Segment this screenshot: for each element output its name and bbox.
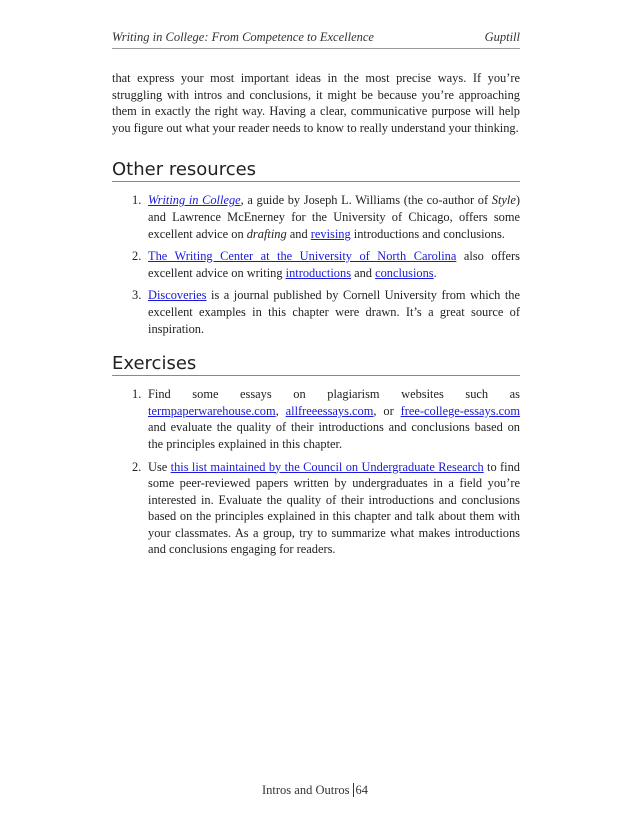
page-footer <box>0 783 630 798</box>
free-college-essays-link[interactable]: free-college-essays.com <box>400 403 520 418</box>
list-item: 3. Discoveries is a journal published by Cornell University from which the excellent examples in this chapter were drawn. It’s a great source of inspiration. <box>132 288 520 336</box>
allfreeessays-link[interactable]: allfreeessays.com <box>285 403 374 418</box>
termpaperwarehouse-link[interactable]: termpaperwarehouse.com <box>148 403 276 418</box>
heading-exercises: Exercises <box>112 353 520 376</box>
list-item: 1. Find some essays on plagiarism websites such as termpaperwarehouse.com, allfreeessays.com, or free-college-essays.com and evaluate the quality of their introductions and conclusions based on the principles explained in this chapter. <box>132 387 520 451</box>
heading-other-resources: Other resources <box>112 159 520 182</box>
list-item: 2. The Writing Center at the University of North Carolina also offers excellent advice on writing introductions and conclusions. <box>132 249 520 280</box>
unc-writing-center-link[interactable]: The Writing Center at the University of North Carolina <box>148 249 457 264</box>
council-undergrad-research-link[interactable]: this list maintained by the Council on Undergraduate Research <box>170 459 484 474</box>
list-item: 1. Writing in College, a guide by Joseph L. Williams (the co-author of Style) and Lawrence McEnerney for the University of Chicago, offers some excellent advice on drafting and revising introductions and conclusions. <box>132 193 520 241</box>
footer-section-title: Intros and Outros <box>262 783 350 797</box>
list-item: 2. Use this list maintained by the Council on Undergraduate Research to find some peer-reviewed papers written by undergraduates in a field you’re interested in. Evaluate the quality of their introductions and conclusions based on the principles explained in this chapter and talk about them with your classmates. As a group, try to summarize what makes introductions and conclusions engaging for readers. <box>132 459 520 557</box>
page-content <box>112 70 520 564</box>
writing-in-college-link[interactable]: Writing in College <box>148 193 241 208</box>
revising-link[interactable]: revising <box>310 226 351 241</box>
header-author: Guptill <box>484 30 520 44</box>
discoveries-link[interactable]: Discoveries <box>148 288 207 303</box>
introductions-link[interactable]: introductions <box>285 265 352 280</box>
footer-separator <box>353 783 354 797</box>
intro-paragraph: that express your most important ideas in the most precise ways. If you’re struggling with intros and conclusions, it might be because you’re approaching them in exactly the right way. Having a clear, communicative purpose will help you figure out what your reader needs to know to really understand your thinking. <box>112 71 520 135</box>
conclusions-link[interactable]: conclusions <box>375 265 434 280</box>
resources-list <box>112 192 520 337</box>
page-number: 64 <box>355 783 368 797</box>
exercises-list <box>112 386 520 558</box>
header-book-title: Writing in College: From Competence to Excellence <box>112 30 374 44</box>
running-header <box>112 30 520 49</box>
